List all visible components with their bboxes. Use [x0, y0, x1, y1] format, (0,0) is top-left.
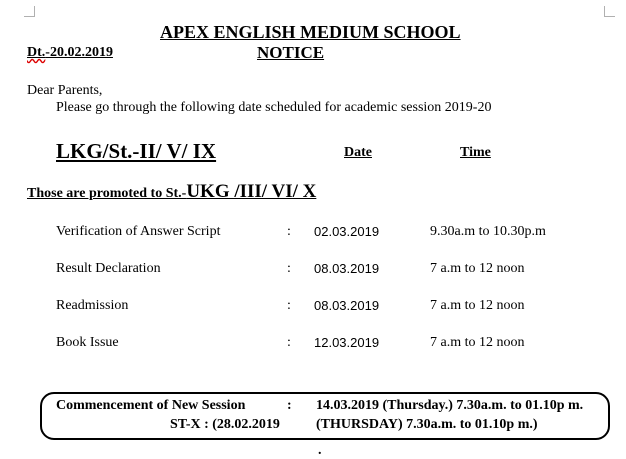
- schedule-activity: Verification of Answer Script: [56, 224, 221, 239]
- notice-date: [27, 45, 113, 61]
- schedule-row: [0, 224, 626, 244]
- promoted-line: [27, 181, 316, 203]
- trailing-mark: .: [318, 443, 322, 458]
- schedule-row: [0, 335, 626, 355]
- promoted-classes: UKG /III/ VI/ X: [186, 181, 317, 202]
- stx-label: ST-X : (28.02.2019: [170, 417, 280, 432]
- schedule-date: 02.03.2019: [314, 224, 380, 239]
- schedule-colon: :: [287, 224, 291, 239]
- commencement-colon: :: [287, 398, 292, 413]
- greeting: Dear Parents,: [27, 83, 103, 98]
- commencement-value: 14.03.2019 (Thursday.) 7.30a.m. to 01.10p m.: [316, 398, 584, 413]
- stx-value: (THURSDAY) 7.30a.m. to 01.10p m.): [316, 417, 538, 432]
- column-header-time: Time: [460, 145, 491, 160]
- school-name: APEX ENGLISH MEDIUM SCHOOL: [160, 22, 461, 42]
- schedule-row: [0, 298, 626, 318]
- schedule-row: [0, 261, 626, 281]
- date-value: -20.02.2019: [45, 45, 113, 60]
- commencement-label: Commencement of New Session: [56, 398, 246, 413]
- column-header-date: Date: [344, 145, 372, 160]
- commencement-box: [40, 392, 610, 440]
- schedule-activity: Book Issue: [56, 335, 119, 350]
- classes-heading: LKG/St.-II/ V/ IX: [56, 139, 217, 163]
- notice-title: NOTICE: [257, 43, 325, 62]
- schedule-time: 7 a.m to 12 noon: [430, 298, 525, 313]
- schedule-date: 08.03.2019: [314, 261, 380, 276]
- page-corner-mark-right: [604, 6, 615, 17]
- page-corner-mark-left: [24, 6, 35, 17]
- schedule-activity: Readmission: [56, 298, 129, 313]
- intro-text: Please go through the following date scheduled for academic session 2019-20: [56, 100, 492, 115]
- schedule-time: 7 a.m to 12 noon: [430, 335, 525, 350]
- schedule-activity: Result Declaration: [56, 261, 161, 276]
- promoted-prefix: Those are promoted to St.-: [27, 186, 187, 201]
- date-prefix: Dt.: [27, 45, 46, 60]
- schedule-date: 08.03.2019: [314, 298, 380, 313]
- schedule-colon: :: [287, 298, 291, 313]
- schedule-colon: :: [287, 261, 291, 276]
- schedule-colon: :: [287, 335, 291, 350]
- schedule-time: 7 a.m to 12 noon: [430, 261, 525, 276]
- schedule-date: 12.03.2019: [314, 335, 380, 350]
- schedule-time: 9.30a.m to 10.30p.m: [430, 224, 546, 239]
